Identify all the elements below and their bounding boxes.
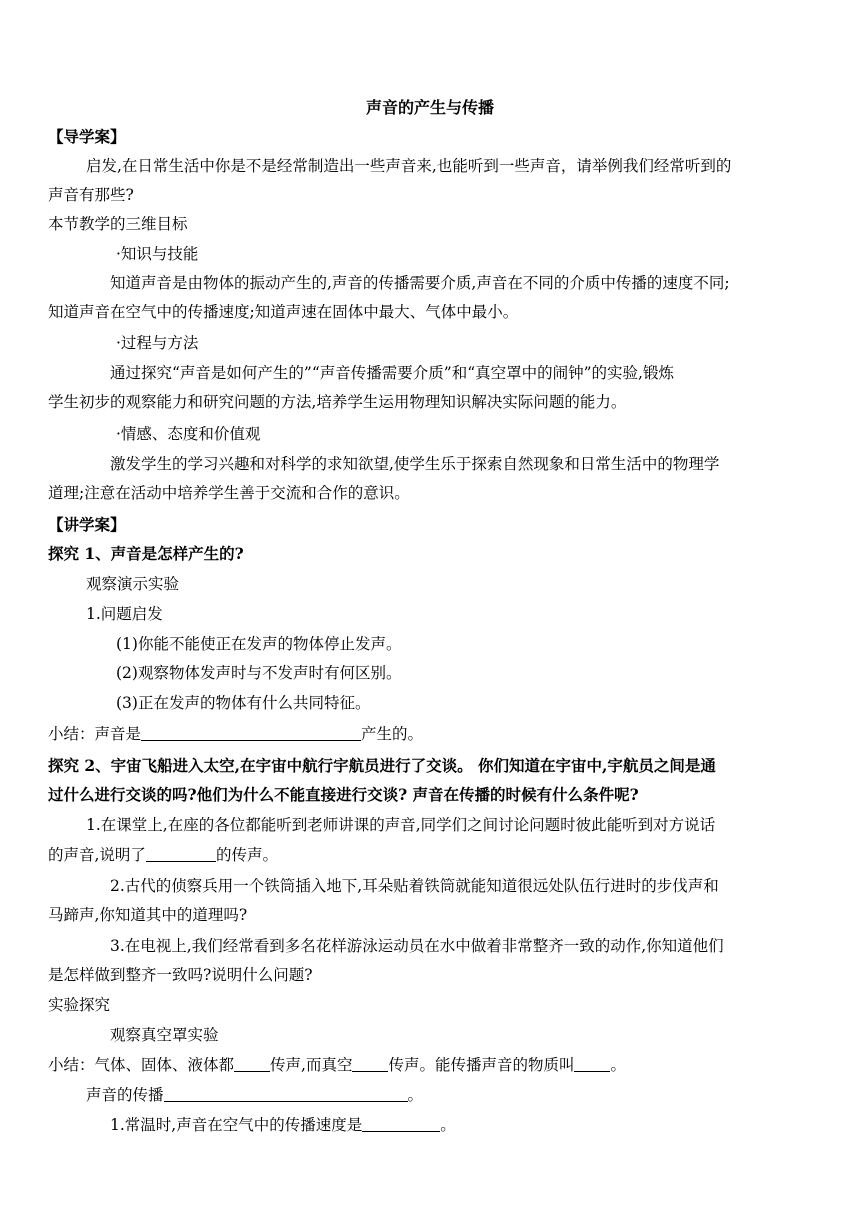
explore1-summary-blank[interactable] [141, 724, 361, 741]
goal-emotion-title: ·情感、态度和价值观 [116, 425, 261, 443]
explore1-heading: 探究 1、声音是怎样产生的? [48, 544, 244, 563]
experiment-blank-1[interactable] [234, 1055, 270, 1072]
explore1-question-2: (2)观察物体发声时与不发声时有何区别。 [116, 664, 402, 682]
experiment-blank-3[interactable] [574, 1055, 610, 1072]
experiment-observe: 观察真空罩实验 [110, 1026, 219, 1044]
propagation-blank[interactable] [164, 1085, 408, 1102]
explore1-question-3: (3)正在发声的物体有什么共同特征。 [116, 694, 371, 712]
intro-line-1: 启发,在日常生活中你是不是经常制造出一些声音来,也能听到一些声音，请举例我们经常听到的 [86, 157, 732, 175]
explore2-p1-prefix: 的声音,说明了 [48, 846, 146, 864]
goal-knowledge-title: ·知识与技能 [116, 245, 199, 263]
goal-process-title: ·过程与方法 [116, 334, 199, 352]
explore2-heading-line-2: 过什么进行交谈的吗?他们为什么不能直接进行交谈? 声音在传播的时候有什么条件呢? [48, 785, 639, 804]
section-guide-heading: 【导学案】 [48, 127, 126, 146]
explore2-p1-line-1: 1.在课堂上,在座的各位都能听到老师讲课的声音,同学们之间讨论问题时彼此能听到对方说话 [86, 816, 716, 834]
experiment-summary-c: 传声。能传播声音的物质叫 [388, 1056, 575, 1074]
explore1-summary [48, 723, 812, 745]
section-lecture-heading: 【讲学案】 [48, 515, 126, 534]
explore2-p2-line-2: 马蹄声,你知道其中的道理吗? [48, 906, 248, 924]
explore2-p3-line-2: 是怎样做到整齐一致吗?说明什么问题? [48, 966, 313, 984]
intro-line-2: 声音有那些? [48, 186, 134, 204]
speed-suffix: 。 [440, 1116, 456, 1134]
propagation-suffix: 。 [407, 1086, 424, 1104]
goal-process-line-2: 学生初步的观察能力和研究问题的方法,培养学生运用物理知识解决实际问题的能力。 [48, 393, 627, 411]
goal-emotion-line-2: 道理;注意在活动中培养学生善于交流和合作的意识。 [48, 484, 410, 502]
propagation-line [86, 1084, 812, 1106]
explore2-p1-suffix: 的传声。 [215, 846, 278, 864]
speed-blank[interactable] [362, 1115, 440, 1132]
explore2-p3-line-1: 3.在电视上,我们经常看到多名花样游泳运动员在水中做着非常整齐一致的动作,你知道他们 [110, 937, 724, 955]
speed-line [110, 1114, 812, 1136]
experiment-blank-2[interactable] [352, 1055, 388, 1072]
explore2-p1-blank[interactable] [146, 845, 216, 862]
goal-emotion-line-1: 激发学生的学习兴趣和对科学的求知欲望,使学生乐于探索自然现象和日常生活中的物理学 [110, 455, 720, 473]
propagation-prefix: 声音的传播 [86, 1086, 164, 1104]
experiment-summary-b: 传声,而真空 [270, 1056, 353, 1074]
goal-knowledge-line-2: 知道声音在空气中的传播速度;知道声速在固体中最大、气体中最小。 [48, 303, 519, 321]
goal-process-line-1: 通过探究“声音是如何产生的”“声音传播需要介质”和“真空罩中的闹钟”的实验,锻炼 [110, 364, 674, 382]
explore2-p2-line-1: 2.古代的侦察兵用一个铁筒插入地下,耳朵贴着铁筒就能知道很远处队伍行进时的步伐声和 [110, 877, 719, 895]
explore1-question-title: 1.问题启发 [86, 605, 163, 623]
experiment-heading: 实验探究 [48, 996, 111, 1014]
experiment-summary [48, 1054, 812, 1076]
experiment-summary-a: 小结：气体、固体、液体都 [48, 1056, 235, 1074]
speed-prefix: 1.常温时,声音在空气中的传播速度是 [110, 1116, 363, 1134]
experiment-summary-d: 。 [610, 1056, 626, 1074]
explore1-summary-prefix: 小结：声音是 [48, 725, 142, 743]
explore2-p1-line-2 [48, 844, 812, 866]
explore2-heading-line-1: 探究 2、宇宙飞船进入太空,在宇宙中航行宇航员进行了交谈。 你们知道在宇宙中,宇航员之间是通 [48, 756, 716, 775]
explore1-question-1: (1)你能不能使正在发声的物体停止发声。 [116, 635, 402, 653]
page-title: 声音的产生与传播 [365, 98, 494, 117]
goal-knowledge-line-1: 知道声音是由物体的振动产生的,声音的传播需要介质,声音在不同的介质中传播的速度不同; [110, 274, 730, 292]
explore1-summary-suffix: 产生的。 [361, 725, 424, 743]
explore1-observe: 观察演示实验 [86, 575, 180, 593]
goals-heading: 本节教学的三维目标 [48, 215, 188, 233]
